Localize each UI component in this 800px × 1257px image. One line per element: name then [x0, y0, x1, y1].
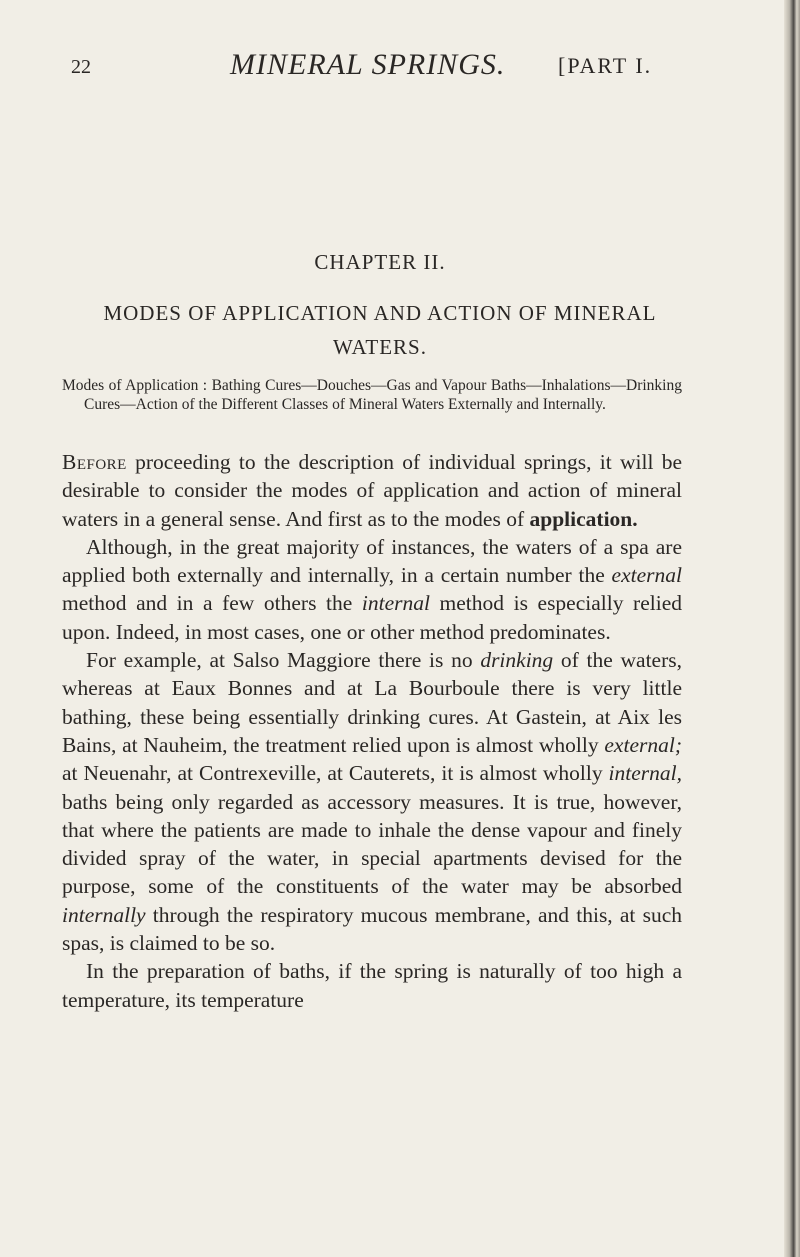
italic-term: internal: [361, 591, 430, 616]
page-edge-binding: [784, 0, 800, 1257]
running-title: MINERAL SPRINGS.: [230, 48, 506, 81]
italic-term: internal,: [608, 761, 682, 786]
italic-term: external: [611, 563, 682, 588]
paragraph-text: baths being only regarded as accessory measures. It is true, however, that where the patients are made to inhale the dense vapour and finely divided spray of the water, in special apartments devised for the purpose, some of the constituents of the water may be absorbed: [62, 789, 682, 899]
paragraph-text: In the preparation of baths, if the spring is naturally of too high a temperature, its temperature: [62, 959, 682, 1012]
paragraph-text: of the waters, whereas at Eaux Bonnes and at La Bourboule there is very little bathing, these being essentially drinking cures. At Gastein, at Aix les Bains, at Nauheim, the treatment relied upon is almost wholly: [62, 648, 682, 757]
paragraph-2: [62, 533, 682, 646]
part-label: [PART I.: [558, 53, 653, 78]
paragraph-3: [62, 646, 682, 957]
paragraph-1: [62, 448, 682, 533]
italic-term: internally: [62, 902, 146, 927]
bold-term: application.: [529, 506, 638, 531]
running-header: [0, 48, 780, 96]
body-text: [62, 448, 682, 1014]
paragraph-4: [62, 957, 682, 1014]
page-number: 22: [71, 56, 91, 78]
summary-text: Modes of Application : Bathing Cures—Douches—Gas and Vapour Baths—Inhalations—Drinking Cures—Action of the Different Classes of Mineral Waters Externally and Internally.: [62, 377, 682, 413]
paragraph-text: proceeding to the description of individual springs, it will be desirable to consider the modes of application and action of mineral waters in a general sense. And first as to the modes of: [62, 450, 682, 531]
chapter-summary: [62, 376, 682, 414]
paragraph-lead-word: Before: [62, 450, 127, 474]
paragraph-text: at Neuenahr, at Contrexeville, at Cauterets, it is almost wholly: [62, 761, 609, 786]
italic-term: external;: [604, 732, 682, 757]
paragraph-text: method and in a few others the: [62, 591, 362, 616]
paragraph-text: through the respiratory mucous membrane, and this, at such spas, is claimed to be so.: [62, 902, 682, 956]
paragraph-text: Although, in the great majority of instances, the waters of a spa are applied both externally and internally, in a certain number the: [62, 534, 682, 588]
chapter-title: MODES OF APPLICATION AND ACTION OF MINERAL WATERS.: [103, 301, 657, 359]
italic-term: drinking: [480, 648, 554, 673]
paragraph-text: method is especially relied upon. Indeed, in most cases, one or other method predominates.: [62, 591, 682, 644]
paragraph-text: For example, at Salso Maggiore there is no: [86, 648, 481, 673]
chapter-number: CHAPTER II.: [314, 250, 446, 274]
